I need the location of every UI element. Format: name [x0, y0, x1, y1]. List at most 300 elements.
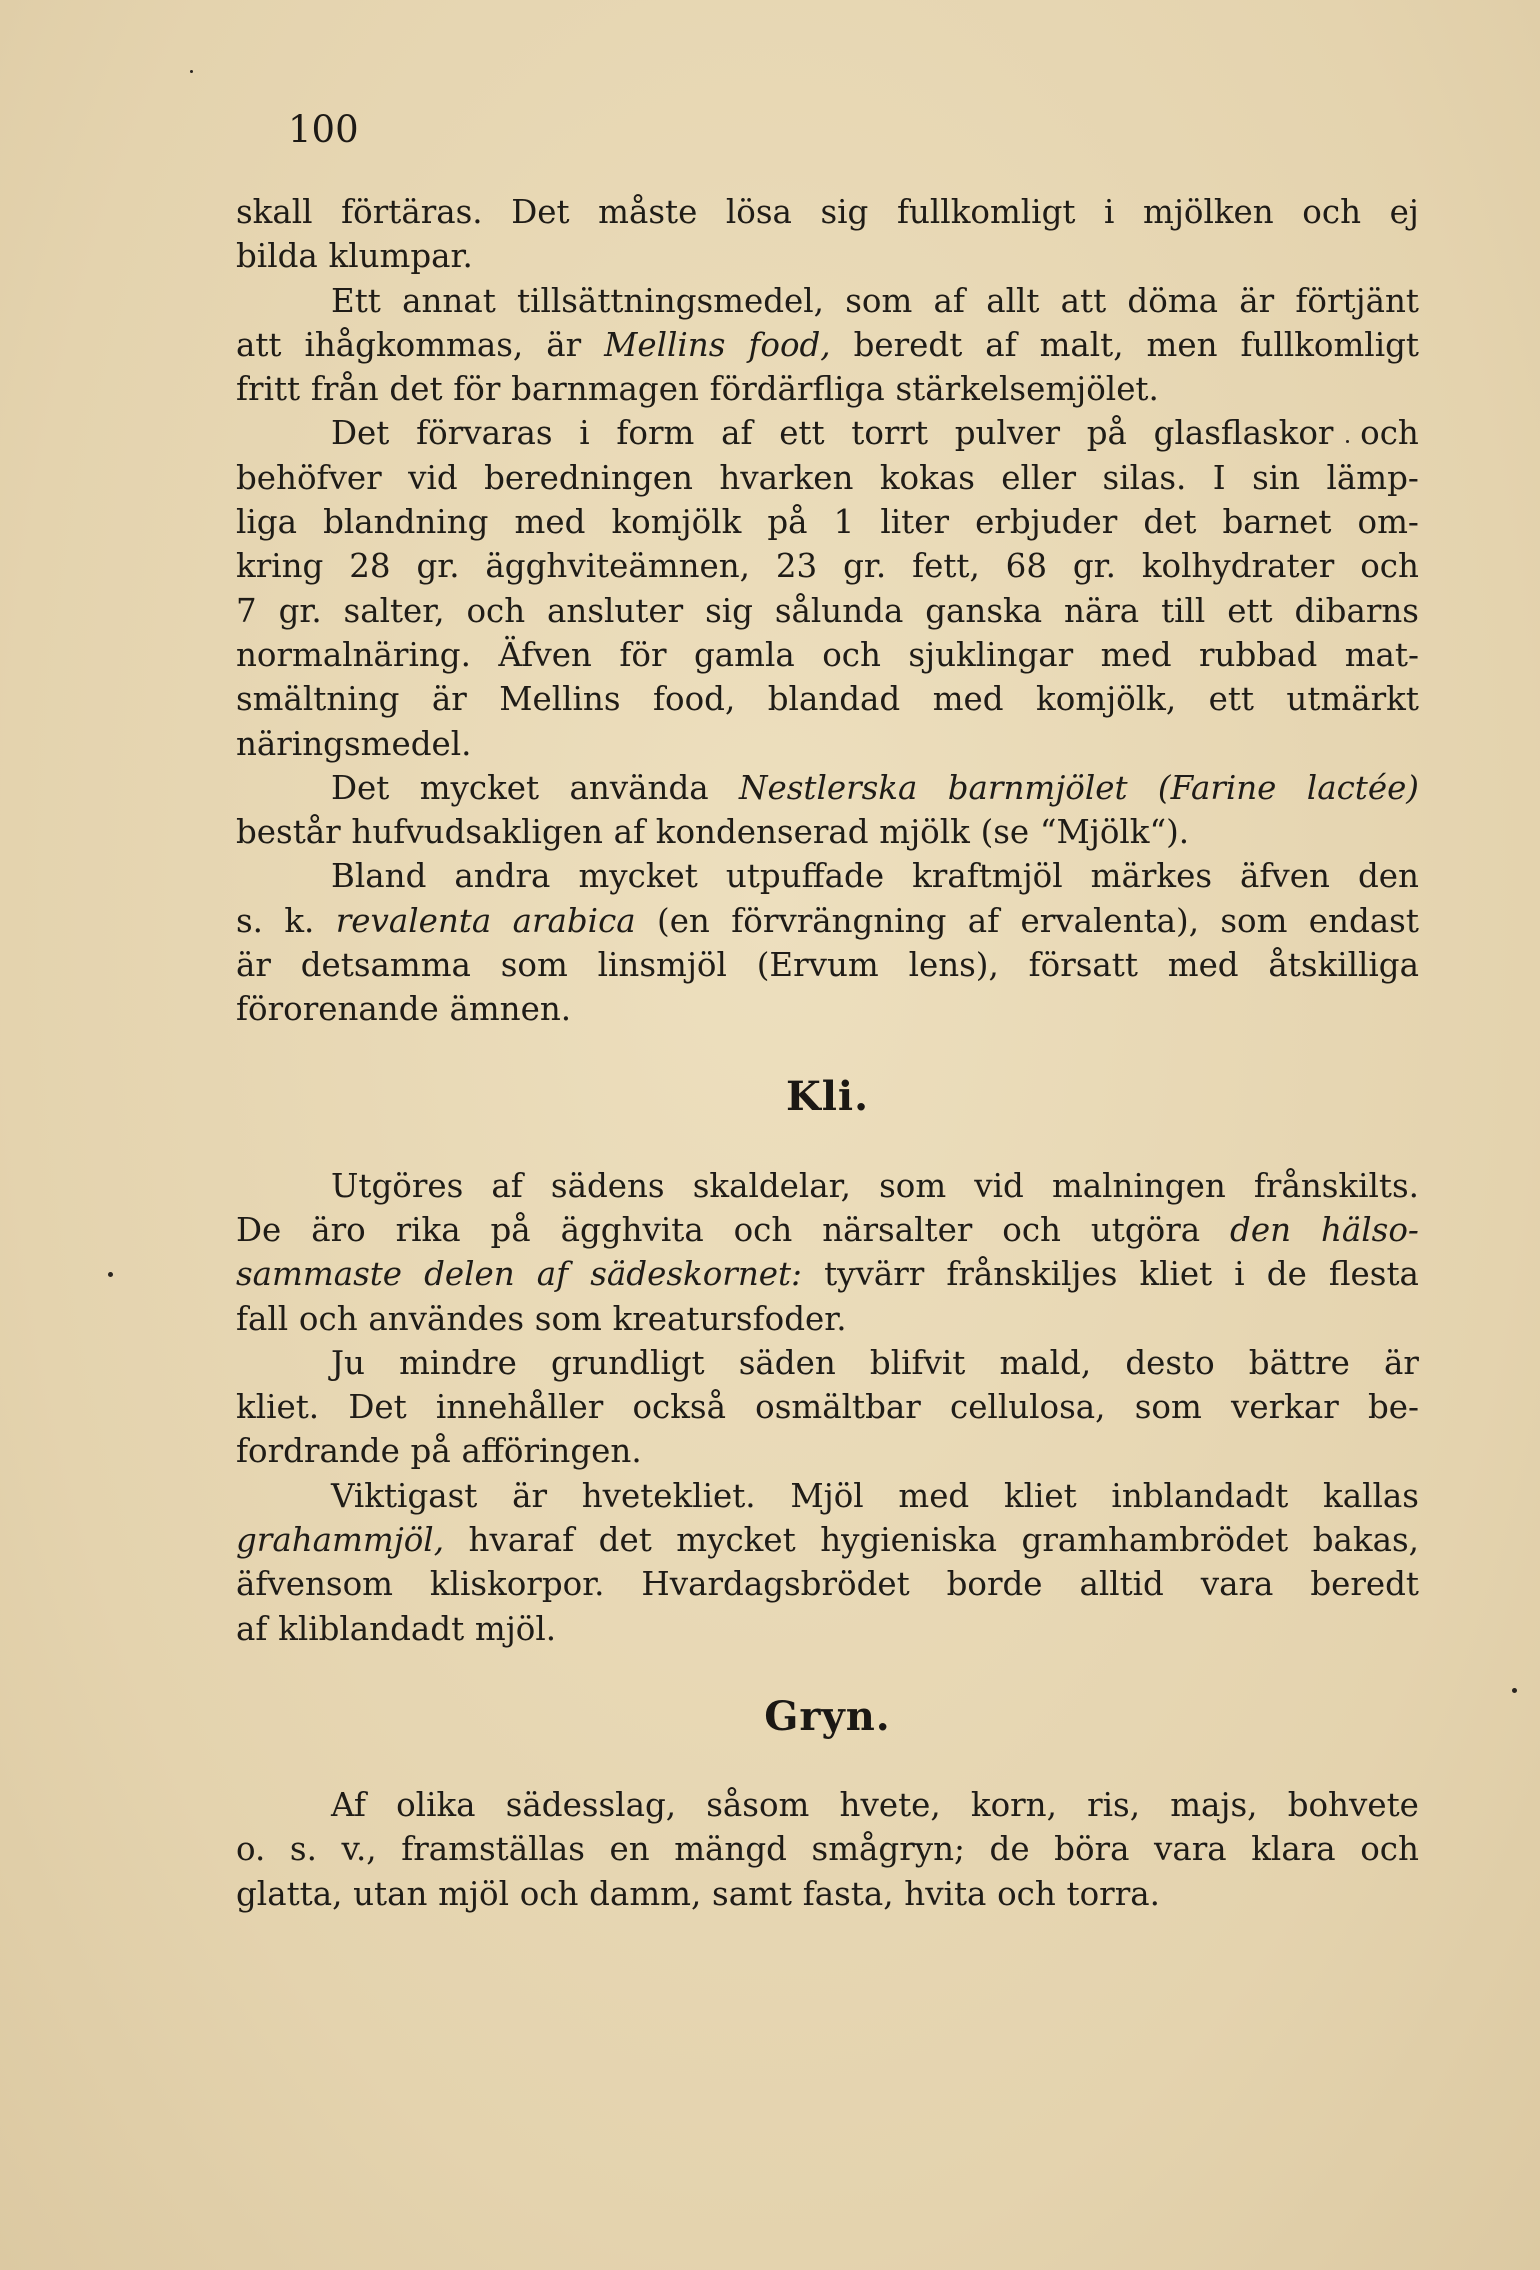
word: af	[933, 281, 965, 320]
word: malt,	[1039, 325, 1124, 364]
paper-speck	[1346, 440, 1349, 443]
heading-kli: Kli.	[785, 1073, 870, 1121]
word: men	[1146, 325, 1218, 364]
word: andra	[454, 857, 551, 896]
word: närsalter	[822, 1210, 973, 1249]
word: mald,	[999, 1343, 1092, 1382]
text-line	[236, 367, 1419, 411]
word: nära	[1063, 591, 1140, 630]
text-line	[236, 1297, 1419, 1341]
word: sädens	[550, 1166, 665, 1205]
word: vara	[1200, 1565, 1274, 1604]
word: det	[1143, 503, 1197, 542]
word: gr.	[1072, 547, 1116, 586]
word: majs,	[1170, 1785, 1258, 1824]
word: sädesslag,	[505, 1785, 677, 1824]
text-line	[236, 766, 1419, 810]
word: kliet	[1139, 1255, 1213, 1294]
word: ett	[1227, 591, 1273, 630]
word: måste	[598, 193, 698, 231]
word: 7	[236, 591, 257, 630]
word: fordrande	[236, 1432, 400, 1471]
word: sin	[1252, 458, 1301, 497]
word: Äfven	[498, 635, 592, 674]
word: hvaraf	[468, 1521, 575, 1560]
paper-speck	[108, 1272, 113, 1277]
text-line	[236, 190, 1419, 234]
text-line	[236, 1518, 1419, 1562]
word: Det	[331, 414, 390, 453]
word: 1	[833, 503, 855, 542]
word: och	[733, 1210, 793, 1249]
word: bakas,	[1312, 1521, 1419, 1560]
word: fullkomligt	[896, 193, 1076, 231]
text-line	[236, 323, 1419, 367]
word: och	[466, 591, 526, 630]
word: ägghvita	[560, 1210, 704, 1249]
word: borde	[946, 1565, 1043, 1604]
text-line	[236, 1164, 1419, 1208]
word: kliet.	[236, 1388, 320, 1427]
word: torrt	[851, 414, 929, 453]
word: är	[431, 680, 467, 719]
word: 28	[349, 547, 391, 586]
text-line	[236, 411, 1419, 455]
word: såsom	[706, 1785, 810, 1824]
word: utmärkt	[1286, 680, 1419, 719]
word: gr.	[843, 547, 887, 586]
word: klara	[1251, 1830, 1336, 1869]
word: v.,	[341, 1830, 377, 1869]
word: olika	[396, 1785, 476, 1824]
word: fett,	[912, 547, 980, 586]
word: i	[579, 414, 590, 453]
word: mycket	[419, 768, 540, 807]
word: kliet	[1003, 1476, 1077, 1515]
word: torra.	[1066, 1874, 1160, 1913]
word: annat	[402, 281, 496, 320]
word: ej	[1389, 193, 1419, 231]
word: är	[236, 946, 271, 985]
word: endast	[1308, 901, 1419, 940]
body-text	[236, 190, 1419, 1916]
word: Hvardagsbrödet	[641, 1565, 910, 1604]
word: revalenta	[335, 901, 492, 940]
word: och	[298, 1299, 358, 1338]
word: kondenserad	[655, 813, 869, 852]
word: be-	[1367, 1388, 1419, 1427]
text-line	[236, 1341, 1419, 1385]
text-line	[236, 500, 1419, 544]
text-line	[236, 1208, 1419, 1252]
word: mängd	[674, 1830, 787, 1869]
word: fördärfliga	[709, 370, 885, 409]
word: ägghviteämnen,	[485, 547, 751, 586]
word: tillsättningsmedel,	[517, 281, 824, 320]
word: erbjuder	[975, 503, 1118, 542]
word: behöfver	[236, 458, 382, 497]
word: som	[879, 1166, 947, 1205]
word: bohvete	[1287, 1785, 1419, 1824]
word: mindre	[399, 1343, 517, 1382]
word: förorenande	[236, 990, 439, 1029]
word: barnmjölet	[947, 768, 1128, 807]
word: blandning	[323, 503, 489, 542]
word: ervalenta),	[1020, 901, 1200, 940]
word: af	[536, 1255, 569, 1294]
word: vid	[408, 458, 458, 497]
word: det	[389, 370, 443, 409]
word: tyvärr	[824, 1255, 925, 1294]
word: ihågkommas,	[304, 325, 524, 364]
text-line	[236, 1607, 1419, 1651]
word: och	[1302, 193, 1361, 231]
word: afföringen.	[461, 1432, 642, 1471]
word: mat-	[1344, 635, 1419, 674]
word: om-	[1357, 503, 1419, 542]
word: skall	[236, 193, 313, 231]
word: mjölk	[879, 813, 970, 852]
text-line	[236, 234, 1419, 278]
word: gr.	[278, 591, 322, 630]
word: kliskorpor.	[429, 1565, 605, 1604]
word: att	[236, 325, 282, 364]
word: (Farine	[1157, 768, 1277, 807]
word: glasflaskor	[1153, 414, 1334, 453]
word: gramhambrödet	[1021, 1521, 1289, 1560]
word: kliblandadt	[278, 1609, 465, 1648]
word: cellulosa,	[950, 1388, 1106, 1427]
word: Det	[348, 1388, 407, 1427]
word: en	[609, 1830, 650, 1869]
word: som	[1220, 901, 1288, 940]
word: Mjöl	[790, 1476, 864, 1515]
word: (en	[657, 901, 710, 940]
text-line	[236, 677, 1419, 721]
word: vara	[1154, 1830, 1227, 1869]
word: sig	[820, 193, 869, 231]
word: verkar	[1231, 1388, 1339, 1427]
text-line	[236, 1783, 1419, 1827]
page-number: 100	[288, 108, 359, 151]
word: grundligt	[550, 1343, 705, 1382]
word: (se	[980, 813, 1030, 852]
text-line	[236, 943, 1419, 987]
word: samt	[712, 1874, 792, 1913]
word: form	[616, 414, 695, 453]
word: Utgöres	[331, 1166, 464, 1205]
word: och	[1002, 1210, 1061, 1249]
word: hufvudsakligen	[351, 813, 603, 852]
word: smältning	[236, 680, 400, 719]
word: pulver	[954, 414, 1061, 453]
word: näringsmedel.	[236, 724, 472, 763]
word: består	[236, 813, 341, 852]
word: rika	[395, 1210, 461, 1249]
word: böra	[1054, 1830, 1130, 1869]
word: är	[1239, 281, 1275, 320]
word: och	[519, 1874, 579, 1913]
word: kallas	[1323, 1476, 1419, 1515]
word: för	[619, 635, 667, 674]
word: hvita	[904, 1874, 987, 1913]
word: fasta,	[802, 1874, 894, 1913]
word: på	[410, 1432, 451, 1471]
word: Det	[331, 768, 390, 807]
text-line	[236, 544, 1419, 588]
text-line	[236, 810, 1419, 854]
word: k.	[284, 901, 315, 940]
word: grahammjöl,	[236, 1521, 445, 1560]
word: lens),	[908, 946, 999, 985]
word: ganska	[925, 591, 1043, 630]
word: gr.	[416, 547, 460, 586]
word: rubbad	[1199, 635, 1318, 674]
word: Bland	[331, 857, 427, 896]
word: blandad	[767, 680, 901, 719]
word: mjölken	[1143, 193, 1274, 231]
word: mjöl.	[474, 1609, 557, 1648]
word: malningen	[1051, 1166, 1226, 1205]
word: food,	[748, 325, 831, 364]
word: beredt	[853, 325, 963, 364]
text-line	[236, 899, 1419, 943]
word: af	[721, 414, 753, 453]
word: Ju	[331, 1343, 365, 1382]
word: fullkomligt	[1240, 325, 1419, 364]
word: 23	[775, 547, 818, 586]
word: delen	[424, 1255, 515, 1294]
word: komjölk,	[1036, 680, 1177, 719]
word: mjöl	[438, 1874, 510, 1913]
word: Mellins	[604, 325, 726, 364]
word: inblandadt	[1111, 1476, 1289, 1515]
word: af	[491, 1166, 523, 1205]
heading-gryn-row	[236, 1651, 1419, 1783]
word: hvarken	[719, 458, 854, 497]
word: alltid	[1079, 1565, 1164, 1604]
word: med	[898, 1476, 970, 1515]
word: utan	[353, 1874, 428, 1913]
word: är	[1383, 1343, 1419, 1382]
section-intro	[236, 190, 1419, 1032]
word: ett	[1208, 680, 1254, 719]
word: förvaras	[416, 414, 553, 453]
word: “Mjölk“).	[1039, 813, 1190, 852]
word: för	[453, 370, 501, 409]
word: åtskilliga	[1268, 946, 1419, 985]
word: barnet	[1222, 503, 1332, 542]
text-line	[236, 456, 1419, 500]
word: Nestlerska	[739, 768, 918, 807]
word: hvetekliet.	[581, 1476, 756, 1515]
word: eller	[1001, 458, 1077, 497]
section-kli	[236, 1164, 1419, 1651]
text-line	[236, 279, 1419, 323]
word: sammaste	[236, 1255, 403, 1294]
heading-kli-row	[236, 1032, 1419, 1164]
word: och	[997, 1874, 1056, 1913]
section-gryn	[236, 1783, 1419, 1916]
word: på	[490, 1210, 531, 1249]
word: linsmjöl	[597, 946, 727, 985]
word: med	[932, 680, 1004, 719]
word: af	[985, 325, 1017, 364]
text-line	[236, 1872, 1419, 1916]
word: af	[967, 901, 1000, 940]
word: kraftmjöl	[912, 857, 1063, 896]
text-line	[236, 633, 1419, 677]
word: ris,	[1087, 1785, 1141, 1824]
word: (Ervum	[756, 946, 879, 985]
word: sig	[705, 591, 753, 630]
word: damm,	[589, 1874, 702, 1913]
word: detsamma	[300, 946, 471, 985]
word: blifvit	[869, 1343, 966, 1382]
word: som	[845, 281, 913, 320]
word: och	[1360, 1830, 1419, 1869]
word: o.	[236, 1830, 266, 1869]
word: att	[1060, 281, 1107, 320]
word: på	[767, 503, 808, 542]
word: de	[1266, 1255, 1307, 1294]
word: den	[1357, 857, 1419, 896]
word: i	[1234, 1255, 1245, 1294]
word: komjölk	[611, 503, 742, 542]
word: och	[1360, 547, 1419, 586]
word: salter,	[343, 591, 445, 630]
word: af	[613, 813, 646, 852]
text-line	[236, 1562, 1419, 1606]
word: med	[1100, 635, 1172, 674]
word: gamla	[693, 635, 795, 674]
text-line	[236, 987, 1419, 1031]
word: bättre	[1248, 1343, 1350, 1382]
word: ett	[779, 414, 825, 453]
word: mycket	[578, 857, 698, 896]
word: dibarns	[1294, 591, 1419, 630]
word: försatt	[1028, 946, 1138, 985]
word: sjuklingar	[908, 635, 1074, 674]
word: äro	[311, 1210, 366, 1249]
word: i	[1104, 193, 1115, 231]
word: klumpar.	[328, 237, 473, 276]
word: är	[546, 325, 582, 364]
word: af	[236, 1609, 268, 1648]
text-line	[236, 1429, 1419, 1473]
word: Det	[511, 193, 570, 231]
word: liter	[880, 503, 949, 542]
word: märkes	[1090, 857, 1213, 896]
word: stärkelsemjölet.	[895, 370, 1159, 409]
word: silas.	[1102, 458, 1187, 497]
word: som	[500, 946, 568, 985]
word: flesta	[1328, 1255, 1419, 1294]
word: förvrängning	[731, 901, 947, 940]
word: vid	[974, 1166, 1024, 1205]
word: använda	[569, 768, 709, 807]
text-line	[236, 722, 1419, 766]
word: mycket	[676, 1521, 796, 1560]
word: som	[534, 1299, 602, 1338]
word: De	[236, 1210, 282, 1249]
word: normalnäring.	[236, 635, 471, 674]
word: hälso-	[1320, 1210, 1419, 1249]
word: den	[1230, 1210, 1292, 1249]
word: och	[822, 635, 881, 674]
word: innehåller	[435, 1388, 604, 1427]
word: fall	[236, 1299, 289, 1338]
word: frånskiljes	[946, 1255, 1118, 1294]
paper-speck	[1512, 1688, 1517, 1693]
word: användes	[368, 1299, 525, 1338]
word: 68	[1005, 547, 1047, 586]
word: sålunda	[774, 591, 904, 630]
heading-gryn: Gryn.	[764, 1692, 891, 1740]
word: äfven	[1240, 857, 1330, 896]
word: food,	[652, 680, 736, 719]
word: arabica	[512, 901, 636, 940]
text-line	[236, 1252, 1419, 1296]
word: utpuffade	[725, 857, 885, 896]
word: till	[1161, 591, 1206, 630]
word: s.	[289, 1830, 317, 1869]
word: ansluter	[547, 591, 684, 630]
word: Ett	[331, 281, 381, 320]
word: och	[1360, 414, 1419, 453]
word: ämnen.	[449, 990, 572, 1029]
word: Af	[331, 1785, 366, 1824]
word: förtjänt	[1295, 281, 1419, 320]
word: på	[1086, 414, 1127, 453]
word: det	[598, 1521, 652, 1560]
word: hvete,	[839, 1785, 941, 1824]
word: med	[1167, 946, 1239, 985]
word: hygieniska	[820, 1521, 997, 1560]
word: kokas	[879, 458, 975, 497]
word: som	[1134, 1388, 1202, 1427]
word: desto	[1125, 1343, 1215, 1382]
word: smågryn;	[811, 1830, 965, 1869]
word: kreatursfoder.	[612, 1299, 847, 1338]
word: kolhydrater	[1141, 547, 1335, 586]
word: s.	[236, 901, 264, 940]
word: liga	[236, 503, 297, 542]
word: I	[1212, 458, 1226, 497]
word: beredningen	[484, 458, 693, 497]
text-line	[236, 1827, 1419, 1871]
word: äfvensom	[236, 1565, 393, 1604]
word: lactée)	[1306, 768, 1419, 807]
text-line	[236, 1385, 1419, 1429]
word: barnmagen	[511, 370, 699, 409]
word: bilda	[236, 237, 318, 276]
word: också	[632, 1388, 726, 1427]
word: utgöra	[1090, 1210, 1201, 1249]
text-line	[236, 1474, 1419, 1518]
word: lösa	[725, 193, 792, 231]
word: beredt	[1310, 1565, 1419, 1604]
word: glatta,	[236, 1874, 343, 1913]
word: fritt	[236, 370, 301, 409]
word: korn,	[970, 1785, 1057, 1824]
word: Viktigast	[331, 1476, 478, 1515]
word: lämp-	[1326, 458, 1419, 497]
word: osmältbar	[755, 1388, 921, 1427]
word: allt	[986, 281, 1040, 320]
word: från	[310, 370, 379, 409]
word: säden	[738, 1343, 836, 1382]
